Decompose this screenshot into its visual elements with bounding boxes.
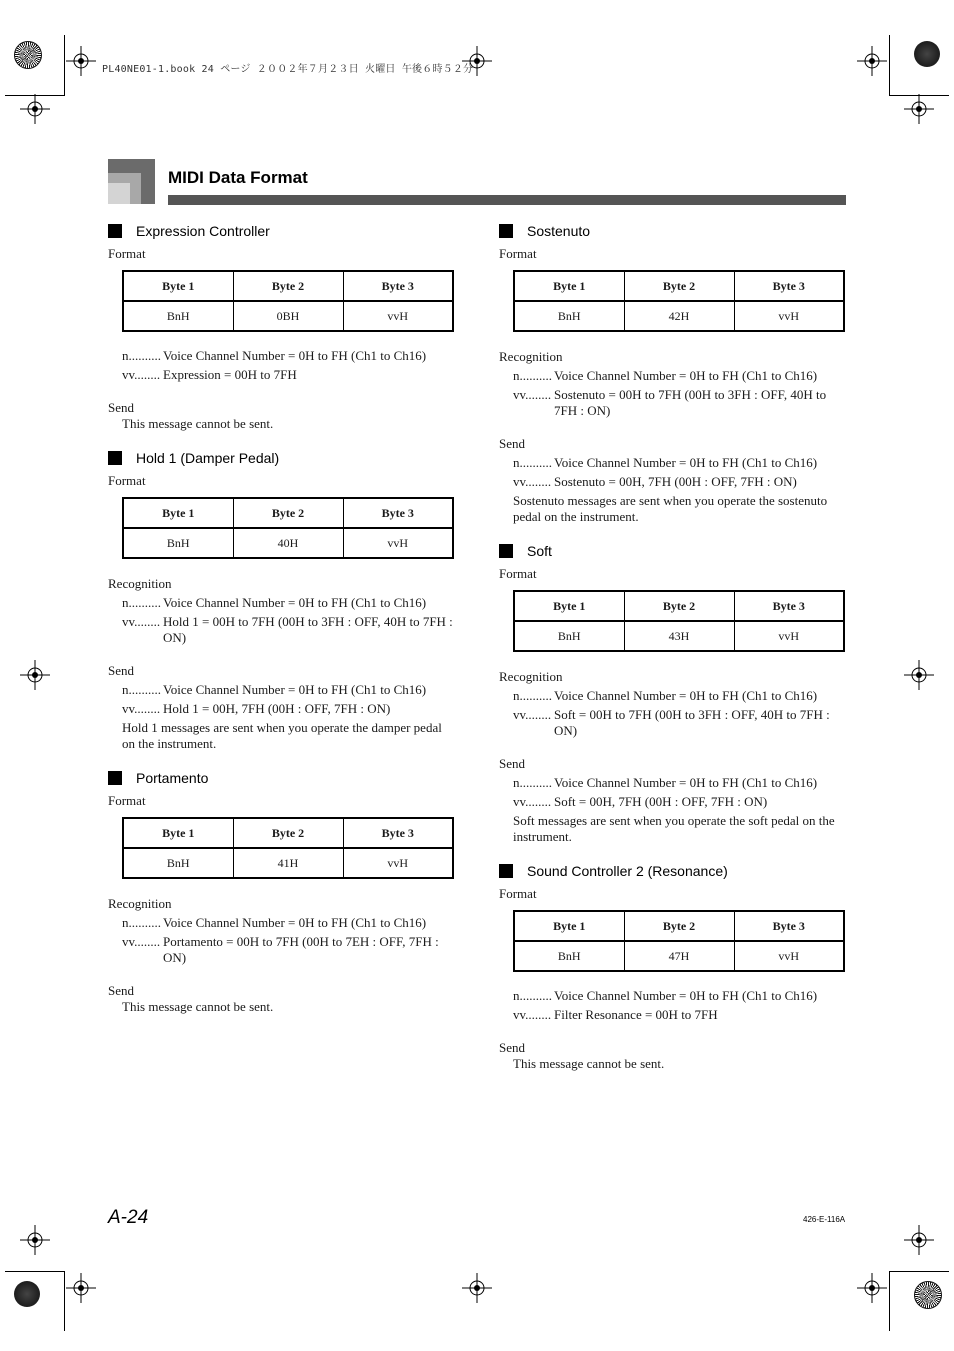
heading-soft: Soft <box>499 541 847 561</box>
table-header-cell: Byte 3 <box>343 498 453 528</box>
send-note: Sostenuto messages are sent when you operate the sostenuto pedal on the instrument. <box>513 493 828 524</box>
print-header: PL40NE01-1.book 24 ページ ２００２年７月２３日 火曜日 午後６時５２分 <box>102 64 474 75</box>
send-label: Send <box>499 436 525 451</box>
print-disc-icon <box>914 1281 942 1309</box>
page-number: A-24 <box>108 1207 149 1228</box>
registration-mark-icon <box>20 660 50 690</box>
section-title: MIDI Data Format <box>168 168 308 187</box>
definition-entry: vv........ Soft = 00H, 7FH (00H : OFF, 7FH : ON) <box>513 794 768 809</box>
crop-mark <box>64 1271 65 1331</box>
table-cell: vvH <box>734 301 844 331</box>
section-rule <box>168 195 846 205</box>
table-cell: BnH <box>514 301 624 331</box>
table-cell: 43H <box>624 621 734 651</box>
recognition-label: Recognition <box>499 349 563 364</box>
registration-mark-icon <box>857 1273 887 1303</box>
bullet-square-icon <box>108 224 122 238</box>
table-cell: vvH <box>343 528 453 558</box>
definition-entry: vv........ Hold 1 = 00H, 7FH (00H : OFF, 7FH : ON) <box>122 701 391 716</box>
definition-entry: vv........ Sostenuto = 00H to 7FH (00H to 3FH : OFF, 40H to 7FH : ON) <box>513 387 827 418</box>
bullet-square-icon <box>108 451 122 465</box>
table-header-cell: Byte 1 <box>123 271 233 301</box>
table-header-cell: Byte 1 <box>123 498 233 528</box>
table-header-cell: Byte 2 <box>233 271 343 301</box>
table-header-cell: Byte 2 <box>624 591 734 621</box>
heading-sostenuto: Sostenuto <box>499 221 847 241</box>
definition-entry: vv........ Sostenuto = 00H, 7FH (00H : OFF, 7FH : ON) <box>513 474 797 489</box>
print-disc-icon <box>914 41 940 67</box>
heading-expression-controller: Expression Controller <box>108 221 456 241</box>
document-code: 426-E-116A <box>803 1215 846 1224</box>
table-header-cell: Byte 2 <box>624 271 734 301</box>
table-cell: BnH <box>514 621 624 651</box>
recognition-label: Recognition <box>108 576 172 591</box>
table-cell: BnH <box>514 941 624 971</box>
bullet-square-icon <box>108 771 122 785</box>
format-label: Format <box>499 566 537 581</box>
registration-mark-icon <box>904 94 934 124</box>
table-header-cell: Byte 2 <box>624 911 734 941</box>
table-cell: BnH <box>123 528 233 558</box>
definition-entry: n.......... Voice Channel Number = 0H to FH (Ch1 to Ch16) <box>513 775 818 790</box>
definition-entry: vv........ Hold 1 = 00H to 7FH (00H to 3FH : OFF, 40H to 7FH : ON) <box>122 614 453 645</box>
crop-mark <box>5 1271 65 1272</box>
definition-entry: vv........ Filter Resonance = 00H to 7FH <box>513 1007 718 1022</box>
format-label: Format <box>499 886 537 901</box>
print-disc-icon <box>14 1281 40 1307</box>
bullet-square-icon <box>499 544 513 558</box>
table-cell: 42H <box>624 301 734 331</box>
format-label: Format <box>499 246 537 261</box>
bullet-square-icon <box>499 224 513 238</box>
table-cell: BnH <box>123 848 233 878</box>
heading-portamento: Portamento <box>108 768 456 788</box>
registration-mark-icon <box>66 1273 96 1303</box>
heading-hold1: Hold 1 (Damper Pedal) <box>108 448 456 468</box>
table-cell: vvH <box>343 301 453 331</box>
table-header-cell: Byte 3 <box>734 911 844 941</box>
table-header-cell: Byte 3 <box>734 271 844 301</box>
definition-entry: n.......... Voice Channel Number = 0H to FH (Ch1 to Ch16) <box>122 595 427 610</box>
format-label: Format <box>108 246 146 261</box>
definition-entry: n.......... Voice Channel Number = 0H to FH (Ch1 to Ch16) <box>122 348 427 363</box>
registration-mark-icon <box>462 1273 492 1303</box>
registration-mark-icon <box>904 1225 934 1255</box>
send-note: Hold 1 messages are sent when you operate the damper pedal on the instrument. <box>122 720 442 751</box>
send-label: Send <box>108 663 134 678</box>
table-header-cell: Byte 1 <box>514 911 624 941</box>
bullet-square-icon <box>499 864 513 878</box>
definition-entry: vv........ Expression = 00H to 7FH <box>122 367 297 382</box>
send-text: This message cannot be sent. <box>513 1056 665 1071</box>
definition-entry: n.......... Voice Channel Number = 0H to FH (Ch1 to Ch16) <box>513 368 818 383</box>
registration-mark-icon <box>857 46 887 76</box>
definition-entry: n.......... Voice Channel Number = 0H to FH (Ch1 to Ch16) <box>513 988 818 1003</box>
send-label: Send <box>499 1040 525 1055</box>
table-cell: BnH <box>123 301 233 331</box>
send-text: This message cannot be sent. <box>122 999 274 1014</box>
definition-entry: n.......... Voice Channel Number = 0H to FH (Ch1 to Ch16) <box>122 682 427 697</box>
send-note: Soft messages are sent when you operate the soft pedal on the instrument. <box>513 813 835 844</box>
format-table-resonance <box>513 910 845 972</box>
table-header-cell: Byte 3 <box>343 818 453 848</box>
definition-entry: vv........ Portamento = 00H to 7FH (00H to 7EH : OFF, 7FH : ON) <box>122 934 439 965</box>
right-column <box>499 221 847 1072</box>
definition-entry: n.......... Voice Channel Number = 0H to FH (Ch1 to Ch16) <box>122 915 427 930</box>
table-cell: 47H <box>624 941 734 971</box>
definition-entry: n.......... Voice Channel Number = 0H to FH (Ch1 to Ch16) <box>513 455 818 470</box>
send-label: Send <box>108 400 134 415</box>
left-column <box>108 221 456 1015</box>
crop-mark <box>889 35 890 95</box>
format-table-soft <box>513 590 845 652</box>
crop-mark <box>889 1271 949 1272</box>
registration-mark-icon <box>20 1225 50 1255</box>
registration-mark-icon <box>20 94 50 124</box>
table-cell: vvH <box>343 848 453 878</box>
format-table-hold1 <box>122 497 454 559</box>
registration-mark-icon <box>66 46 96 76</box>
table-header-cell: Byte 3 <box>734 591 844 621</box>
table-header-cell: Byte 2 <box>233 818 343 848</box>
crop-mark <box>64 35 65 95</box>
table-cell: 0BH <box>233 301 343 331</box>
registration-mark-icon <box>904 660 934 690</box>
table-header-cell: Byte 3 <box>343 271 453 301</box>
table-header-cell: Byte 2 <box>233 498 343 528</box>
format-table-sostenuto <box>513 270 845 332</box>
format-label: Format <box>108 473 146 488</box>
format-table-expression <box>122 270 454 332</box>
heading-resonance: Sound Controller 2 (Resonance) <box>499 861 847 881</box>
format-table-portamento <box>122 817 454 879</box>
send-text: This message cannot be sent. <box>122 416 274 431</box>
table-header-cell: Byte 1 <box>514 271 624 301</box>
print-disc-icon <box>14 41 42 69</box>
table-header-cell: Byte 1 <box>123 818 233 848</box>
table-header-cell: Byte 1 <box>514 591 624 621</box>
table-cell: 40H <box>233 528 343 558</box>
send-label: Send <box>108 983 134 998</box>
send-label: Send <box>499 756 525 771</box>
crop-mark <box>889 1271 890 1331</box>
format-label: Format <box>108 793 146 808</box>
recognition-label: Recognition <box>108 896 172 911</box>
registration-mark-icon <box>462 46 492 76</box>
recognition-label: Recognition <box>499 669 563 684</box>
definition-entry: n.......... Voice Channel Number = 0H to FH (Ch1 to Ch16) <box>513 688 818 703</box>
section-decoration <box>108 159 155 204</box>
table-cell: vvH <box>734 621 844 651</box>
table-cell: 41H <box>233 848 343 878</box>
definition-entry: vv........ Soft = 00H to 7FH (00H to 3FH : OFF, 40H to 7FH : ON) <box>513 707 830 738</box>
table-cell: vvH <box>734 941 844 971</box>
